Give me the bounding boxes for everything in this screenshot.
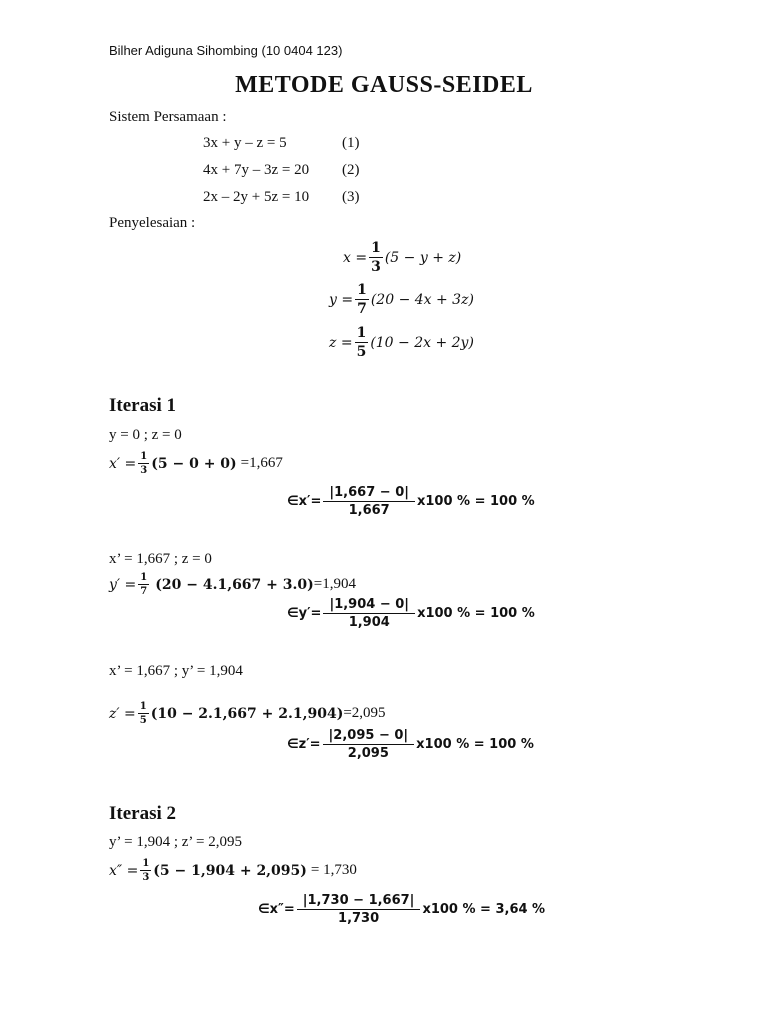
rearranged-z	[329, 325, 474, 360]
error-y-rhs: x100 % = 100 %	[417, 606, 535, 621]
z-lhs: z′ =	[109, 705, 136, 722]
y-result: =1,904	[313, 576, 356, 592]
iteration-1-z-init: x’ = 1,667 ; y’ = 1,904	[109, 663, 243, 679]
fraction-denominator: 1,730	[338, 911, 380, 926]
iteration-1-y-error	[287, 597, 535, 630]
rearranged-z-lhs: z =	[329, 334, 353, 351]
z-expression: (10 − 2.1,667 + 2.1,904)	[150, 705, 344, 722]
fraction-numerator: 1	[357, 282, 367, 298]
fraction-denominator: 3	[371, 259, 381, 275]
rearranged-x	[343, 240, 461, 275]
error-x2-lhs: ∈x″=	[258, 902, 295, 917]
solution-label: Penyelesaian :	[109, 215, 196, 231]
iteration-1-y-init: x’ = 1,667 ; z = 0	[109, 551, 212, 567]
fraction-denominator: 3	[142, 872, 150, 883]
rearranged-y	[329, 282, 474, 317]
y-expression: (20 − 4.1,667 + 3.0)	[155, 576, 314, 593]
fraction-denominator: 5	[356, 344, 367, 360]
iteration-1-x-error	[287, 485, 535, 518]
y-lhs: y′ =	[109, 576, 137, 593]
equation-1: 3x + y – z = 5	[203, 135, 287, 151]
rearranged-y-rhs: (20 − 4x + 3z)	[370, 291, 474, 308]
iteration-1-y-step	[109, 572, 356, 597]
error-x-lhs: ∈x′=	[287, 494, 322, 509]
rearranged-y-fraction	[355, 282, 369, 317]
error-z-fraction	[323, 728, 415, 761]
system-label: Sistem Persamaan :	[109, 109, 227, 125]
equation-3: 2x – 2y + 5z = 10	[203, 189, 310, 205]
fraction-denominator: 1,667	[348, 503, 390, 518]
fraction-denominator: 1,904	[348, 615, 390, 630]
rearranged-z-fraction	[355, 325, 369, 360]
fraction-numerator: 1	[356, 325, 367, 341]
error-x2-rhs: x100 % = 3,64 %	[422, 902, 546, 917]
rearranged-x-fraction	[369, 240, 383, 275]
fraction-numerator: |1,667 − 0|	[323, 485, 415, 502]
fraction-numerator: 1	[371, 240, 381, 256]
x-fraction	[138, 451, 149, 476]
iteration-1-x-step	[109, 451, 283, 476]
rearranged-z-rhs: (10 − 2x + 2y)	[370, 334, 474, 351]
page-title: METODE GAUSS-SEIDEL	[235, 72, 533, 98]
fraction-numerator: |1,904 − 0|	[323, 597, 415, 614]
z-result: =2,095	[343, 705, 386, 721]
fraction-numerator: 1	[140, 451, 148, 462]
author-line: Bilher Adiguna Sihombing (10 0404 123)	[109, 43, 343, 58]
x-lhs: x′ =	[109, 455, 137, 472]
y-fraction	[138, 572, 149, 597]
equation-1-number: (1)	[342, 135, 360, 151]
error-y-fraction	[323, 597, 415, 630]
fraction-denominator: 5	[139, 715, 147, 726]
fraction-denominator: 7	[140, 586, 148, 597]
error-z-lhs: ∈z′=	[287, 737, 321, 752]
error-x-fraction	[323, 485, 415, 518]
fraction-numerator: |2,095 − 0|	[323, 728, 415, 745]
x-result: =1,667	[240, 455, 283, 471]
rearranged-x-rhs: (5 − y + z)	[384, 249, 462, 266]
equation-2: 4x + 7y – 3z = 20	[203, 162, 310, 178]
x2-result: = 1,730	[310, 862, 357, 878]
fraction-denominator: 7	[357, 301, 367, 317]
x2-lhs: x″ =	[109, 862, 139, 879]
equation-2-number: (2)	[342, 162, 360, 178]
equation-3-number: (3)	[342, 189, 360, 205]
iteration-1-init: y = 0 ; z = 0	[109, 427, 182, 443]
fraction-denominator: 3	[140, 465, 148, 476]
iteration-1-z-step	[109, 701, 386, 726]
iteration-1-heading: Iterasi 1	[109, 395, 177, 416]
fraction-numerator: 1	[140, 572, 148, 583]
x2-expression: (5 − 1,904 + 2,095)	[153, 862, 307, 879]
x2-fraction	[140, 858, 151, 883]
error-x-rhs: x100 % = 100 %	[416, 494, 535, 509]
iteration-1-z-error	[287, 728, 534, 761]
iteration-2-x-error	[258, 893, 545, 926]
iteration-2-init: y’ = 1,904 ; z’ = 2,095	[109, 834, 243, 850]
fraction-numerator: |1,730 − 1,667|	[297, 893, 421, 910]
iteration-2-x-step	[109, 858, 357, 883]
error-y-lhs: ∈y′=	[287, 606, 322, 621]
iteration-2-heading: Iterasi 2	[109, 803, 177, 824]
error-z-rhs: x100 % = 100 %	[416, 737, 534, 752]
fraction-denominator: 2,095	[347, 746, 389, 761]
x-expression: (5 − 0 + 0)	[151, 455, 237, 472]
z-fraction	[138, 701, 149, 726]
error-x2-fraction	[297, 893, 421, 926]
rearranged-y-lhs: y =	[329, 291, 354, 308]
rearranged-x-lhs: x =	[343, 249, 368, 266]
fraction-numerator: 1	[139, 701, 147, 712]
fraction-numerator: 1	[142, 858, 150, 869]
